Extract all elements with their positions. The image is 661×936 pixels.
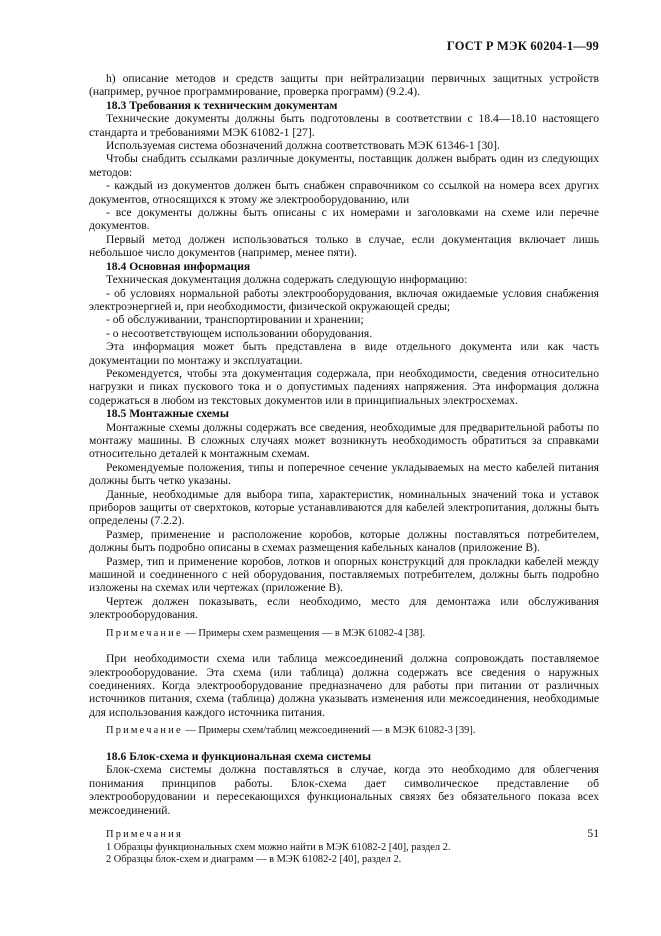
note-label: Примечание [106,725,183,737]
list-item: - о несоответствующем использовании оборудования. [106,326,373,340]
paragraph: Используемая система обозначений должна соответствовать МЭК 61346-1 [30]. [106,139,500,153]
note-interconnection-schemes [89,725,599,738]
paragraph: Рекомендуемые положения, типы и поперечное сечение укладываемых на место кабелей питания должны быть четко указаны. [89,460,599,488]
page-body [89,72,599,867]
paragraph: Блок-схема системы должна поставляться в случае, когда это необходимо для облегчения понимания принципов работы. Блок-схема дает символическое представление об электрооборудовании и пересекающихся функциональных связях без обязательного показа всех межсоединений. [89,763,599,817]
paragraph: Технические документы должны быть подготовлены в соответствии с 18.4—18.10 настоящего стандарта и требованиями МЭК 61082-1 [27]. [89,112,599,139]
section-18-6-title: 18.6 Блок-схема и функциональная схема системы [106,749,372,763]
document-code-header: ГОСТ Р МЭК 60204-1—99 [446,39,599,53]
notes-label: Примечания [106,828,183,840]
paragraph: Первый метод должен использоваться только в случае, если документация включает лишь небольшое число документов (например, менее пяти). [89,232,599,260]
list-item: - все документы должны быть описаны с их номерами и заголовками на схеме или перечне документов. [89,206,599,233]
paragraph: Эта информация может быть представлена в виде отдельного документа или как часть документации по монтажу и эксплуатации. [89,340,599,367]
paragraph: Рекомендуется, чтобы эта документация содержала, при необходимости, сведения относительно нагрузки и пиках пускового тока и о допустимых падениях напряжения. Эта информация должна содержаться в любом из текстовых документов или в принципиальных электросхемах. [89,366,599,407]
note-item: 2 Образцы блок-схем и диаграмм — в МЭК 61082-2 [40], раздел 2. [106,854,402,866]
page-number: 51 [587,827,599,840]
section-18-3-title: 18.3 Требования к техническим документам [106,98,338,112]
list-item: - об условиях нормальной работы электрооборудования, включая ожидаемые условия снабжения электроэнергией и, при необходимости, физической окружающей среды; [89,286,599,313]
list-item: - об обслуживании, транспортировании и хранении; [106,313,364,327]
item-h-paragraph: h) описание методов и средств защиты при нейтрализации первичных защитных устройств (например, ручное программирование, проверка программ) (9.2.4). [89,72,599,99]
note-text: — Примеры схем/таблиц межсоединений — в МЭК 61082-3 [39]. [182,725,476,737]
paragraph: Монтажные схемы должны содержать все сведения, необходимые для предварительной работы по монтажу машины. В сложных случаях может возникнуть необходимость обратиться за справками относительно деталей к монтажным схемам. [89,420,599,461]
note-item: 1 Образцы функциональных схем можно найти в МЭК 61082-2 [40], раздел 2. [106,841,451,853]
list-item: - каждый из документов должен быть снабжен справочником со ссылкой на номера всех других документов, относящихся к этому же электрооборудованию, или [89,179,599,206]
section-18-5-title: 18.5 Монтажные схемы [106,407,229,421]
paragraph: При необходимости схема или таблица межсоединений должна сопровождать поставляемое электрооборудование. Эта схема (или таблица) должна содержать все сведения о наружных соединениях. Когда электрооборудование предназначено для работы при питании от различных источников питания, схема (таблица) должна указывать изменения или межсоединения, необходимые для использования каждого источника питания. [89,652,599,719]
paragraph: Данные, необходимые для выбора типа, характеристик, номинальных значений тока и уставок приборов защиты от сверхтоков, которые устанавливаются для кабелей электропитания, должны быть определены (7.2.2). [89,487,599,528]
note-layout-schemes [89,628,599,641]
section-18-4-title: 18.4 Основная информация [106,259,251,273]
note-text: — Примеры схем размещения — в МЭК 61082-4 [38]. [182,627,426,639]
paragraph: Чтобы снабдить ссылками различные документы, поставщик должен выбрать один из следующих методов: [89,152,599,179]
note-label: Примечание [106,627,183,639]
paragraph: Размер, применение и расположение коробов, которые должны поставляться потребителем, должны быть подробно описаны в схемах размещения кабельных каналов (приложение В). [89,527,599,555]
paragraph: Чертеж должен показывать, если необходимо, место для демонтажа или обслуживания электрооборудования. [89,594,599,622]
paragraph: Техническая документация должна содержать следующую информацию: [106,273,468,287]
paragraph: Размер, тип и применение коробов, лотков и опорных конструкций для прокладки кабелей между машиной и соединенного с ней оборудования, поставляемых потребителем, должны быть подробно изложены на схемах или чертежах (приложение В). [89,554,599,595]
